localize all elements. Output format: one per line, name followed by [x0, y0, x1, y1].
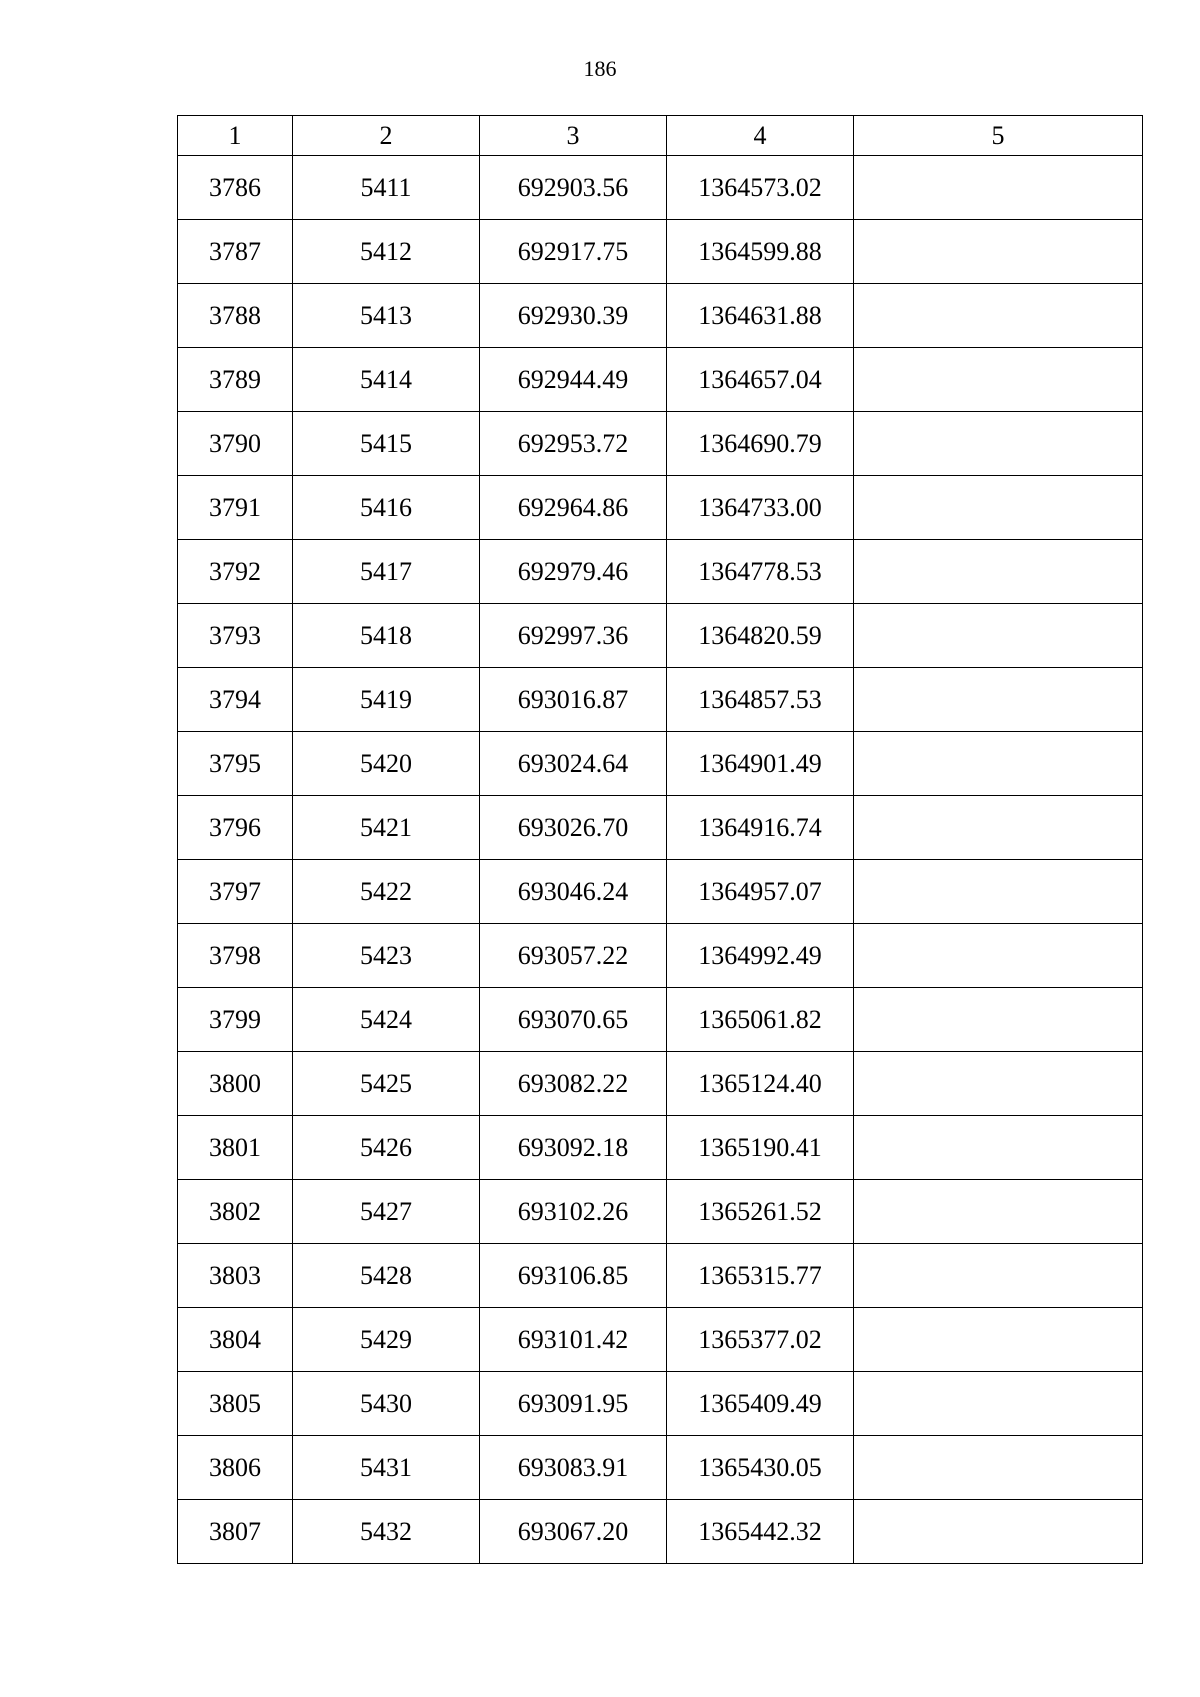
table-cell-col-5	[854, 604, 1143, 668]
table-cell-col-2: 5420	[293, 732, 480, 796]
table-cell-col-3: 692979.46	[480, 540, 667, 604]
table-cell-col-3: 693024.64	[480, 732, 667, 796]
table-cell-col-3: 693083.91	[480, 1436, 667, 1500]
table-cell-col-2: 5414	[293, 348, 480, 412]
header-row	[178, 116, 1143, 156]
table-row	[178, 988, 1143, 1052]
table-cell-col-1: 3799	[178, 988, 293, 1052]
table-cell-col-2: 5419	[293, 668, 480, 732]
table-row	[178, 476, 1143, 540]
table-cell-col-4: 1365377.02	[667, 1308, 854, 1372]
table-cell-col-4: 1365430.05	[667, 1436, 854, 1500]
table-row	[178, 540, 1143, 604]
table-row	[178, 1180, 1143, 1244]
table-body	[178, 156, 1143, 1564]
table-cell-col-4: 1365124.40	[667, 1052, 854, 1116]
table-cell-col-2: 5413	[293, 284, 480, 348]
table-cell-col-3: 692944.49	[480, 348, 667, 412]
table-cell-col-5	[854, 1052, 1143, 1116]
column-header-5: 5	[854, 116, 1143, 156]
table-cell-col-4: 1364631.88	[667, 284, 854, 348]
table-cell-col-2: 5426	[293, 1116, 480, 1180]
table-cell-col-2: 5427	[293, 1180, 480, 1244]
table-cell-col-3: 693070.65	[480, 988, 667, 1052]
table-cell-col-5	[854, 284, 1143, 348]
table-cell-col-4: 1364957.07	[667, 860, 854, 924]
table-cell-col-4: 1365061.82	[667, 988, 854, 1052]
coordinates-table	[177, 115, 1143, 1564]
table-row	[178, 220, 1143, 284]
table-cell-col-1: 3805	[178, 1372, 293, 1436]
table-cell-col-1: 3791	[178, 476, 293, 540]
table-row	[178, 1116, 1143, 1180]
table-cell-col-3: 692903.56	[480, 156, 667, 220]
table-cell-col-1: 3806	[178, 1436, 293, 1500]
table-row	[178, 412, 1143, 476]
column-header-1: 1	[178, 116, 293, 156]
table-row	[178, 1436, 1143, 1500]
table-cell-col-5	[854, 540, 1143, 604]
table-cell-col-2: 5432	[293, 1500, 480, 1564]
table-cell-col-3: 693101.42	[480, 1308, 667, 1372]
table-cell-col-4: 1365409.49	[667, 1372, 854, 1436]
table-cell-col-2: 5425	[293, 1052, 480, 1116]
table-cell-col-3: 693057.22	[480, 924, 667, 988]
table-row	[178, 1052, 1143, 1116]
table-row	[178, 1244, 1143, 1308]
table-cell-col-5	[854, 1180, 1143, 1244]
table-cell-col-2: 5429	[293, 1308, 480, 1372]
table-cell-col-4: 1364992.49	[667, 924, 854, 988]
table-cell-col-4: 1364901.49	[667, 732, 854, 796]
table-cell-col-1: 3789	[178, 348, 293, 412]
table-cell-col-2: 5411	[293, 156, 480, 220]
table-cell-col-5	[854, 732, 1143, 796]
table-cell-col-1: 3803	[178, 1244, 293, 1308]
table-cell-col-1: 3795	[178, 732, 293, 796]
table-cell-col-4: 1365442.32	[667, 1500, 854, 1564]
table-cell-col-4: 1364657.04	[667, 348, 854, 412]
table-cell-col-3: 693106.85	[480, 1244, 667, 1308]
table-cell-col-4: 1365315.77	[667, 1244, 854, 1308]
table-cell-col-4: 1364733.00	[667, 476, 854, 540]
table-cell-col-2: 5430	[293, 1372, 480, 1436]
table-cell-col-5	[854, 860, 1143, 924]
table-cell-col-1: 3804	[178, 1308, 293, 1372]
page-number: 186	[583, 56, 617, 81]
table-header	[178, 116, 1143, 156]
table-cell-col-5	[854, 1436, 1143, 1500]
table-cell-col-4: 1364599.88	[667, 220, 854, 284]
table-cell-col-5	[854, 1500, 1143, 1564]
table-row	[178, 860, 1143, 924]
table-cell-col-5	[854, 1372, 1143, 1436]
table-row	[178, 1308, 1143, 1372]
table-row	[178, 156, 1143, 220]
table-cell-col-2: 5412	[293, 220, 480, 284]
table-cell-col-1: 3801	[178, 1116, 293, 1180]
table-cell-col-5	[854, 1116, 1143, 1180]
table-cell-col-4: 1364778.53	[667, 540, 854, 604]
table-cell-col-2: 5416	[293, 476, 480, 540]
column-header-3: 3	[480, 116, 667, 156]
table-cell-col-3: 692997.36	[480, 604, 667, 668]
table-row	[178, 732, 1143, 796]
table-row	[178, 284, 1143, 348]
table-cell-col-1: 3802	[178, 1180, 293, 1244]
table-row	[178, 924, 1143, 988]
table-row	[178, 1500, 1143, 1564]
table-cell-col-4: 1364690.79	[667, 412, 854, 476]
column-header-4: 4	[667, 116, 854, 156]
table-cell-col-3: 692964.86	[480, 476, 667, 540]
table-cell-col-2: 5422	[293, 860, 480, 924]
table-cell-col-2: 5417	[293, 540, 480, 604]
table-cell-col-3: 693092.18	[480, 1116, 667, 1180]
table-cell-col-1: 3787	[178, 220, 293, 284]
column-header-2: 2	[293, 116, 480, 156]
table-cell-col-1: 3807	[178, 1500, 293, 1564]
table-cell-col-2: 5431	[293, 1436, 480, 1500]
table-cell-col-5	[854, 668, 1143, 732]
table-cell-col-1: 3797	[178, 860, 293, 924]
table-cell-col-4: 1365190.41	[667, 1116, 854, 1180]
table-cell-col-5	[854, 924, 1143, 988]
table-cell-col-3: 692953.72	[480, 412, 667, 476]
table-cell-col-4: 1364916.74	[667, 796, 854, 860]
table-row	[178, 796, 1143, 860]
table-cell-col-3: 692917.75	[480, 220, 667, 284]
table-cell-col-2: 5423	[293, 924, 480, 988]
table-cell-col-2: 5421	[293, 796, 480, 860]
table-cell-col-3: 693016.87	[480, 668, 667, 732]
table-cell-col-2: 5428	[293, 1244, 480, 1308]
table-cell-col-5	[854, 988, 1143, 1052]
table-cell-col-1: 3798	[178, 924, 293, 988]
table-row	[178, 1372, 1143, 1436]
table-cell-col-4: 1364573.02	[667, 156, 854, 220]
table-cell-col-5	[854, 348, 1143, 412]
table-cell-col-2: 5415	[293, 412, 480, 476]
table-row	[178, 668, 1143, 732]
table-cell-col-1: 3792	[178, 540, 293, 604]
table-cell-col-1: 3796	[178, 796, 293, 860]
table-cell-col-3: 693091.95	[480, 1372, 667, 1436]
table-cell-col-1: 3790	[178, 412, 293, 476]
table-cell-col-1: 3786	[178, 156, 293, 220]
table-cell-col-3: 693026.70	[480, 796, 667, 860]
table-cell-col-5	[854, 796, 1143, 860]
table-cell-col-5	[854, 220, 1143, 284]
table-cell-col-1: 3794	[178, 668, 293, 732]
table-cell-col-1: 3788	[178, 284, 293, 348]
table-cell-col-3: 693067.20	[480, 1500, 667, 1564]
table-cell-col-5	[854, 476, 1143, 540]
table-cell-col-5	[854, 1308, 1143, 1372]
table-cell-col-3: 693102.26	[480, 1180, 667, 1244]
table-row	[178, 348, 1143, 412]
table-row	[178, 604, 1143, 668]
table-cell-col-2: 5424	[293, 988, 480, 1052]
table-cell-col-4: 1364820.59	[667, 604, 854, 668]
table-cell-col-5	[854, 412, 1143, 476]
table-cell-col-5	[854, 1244, 1143, 1308]
table-cell-col-3: 693046.24	[480, 860, 667, 924]
table-cell-col-1: 3793	[178, 604, 293, 668]
table-cell-col-1: 3800	[178, 1052, 293, 1116]
table-cell-col-3: 692930.39	[480, 284, 667, 348]
table-cell-col-2: 5418	[293, 604, 480, 668]
table-cell-col-4: 1364857.53	[667, 668, 854, 732]
table-cell-col-3: 693082.22	[480, 1052, 667, 1116]
table-cell-col-4: 1365261.52	[667, 1180, 854, 1244]
table-cell-col-5	[854, 156, 1143, 220]
